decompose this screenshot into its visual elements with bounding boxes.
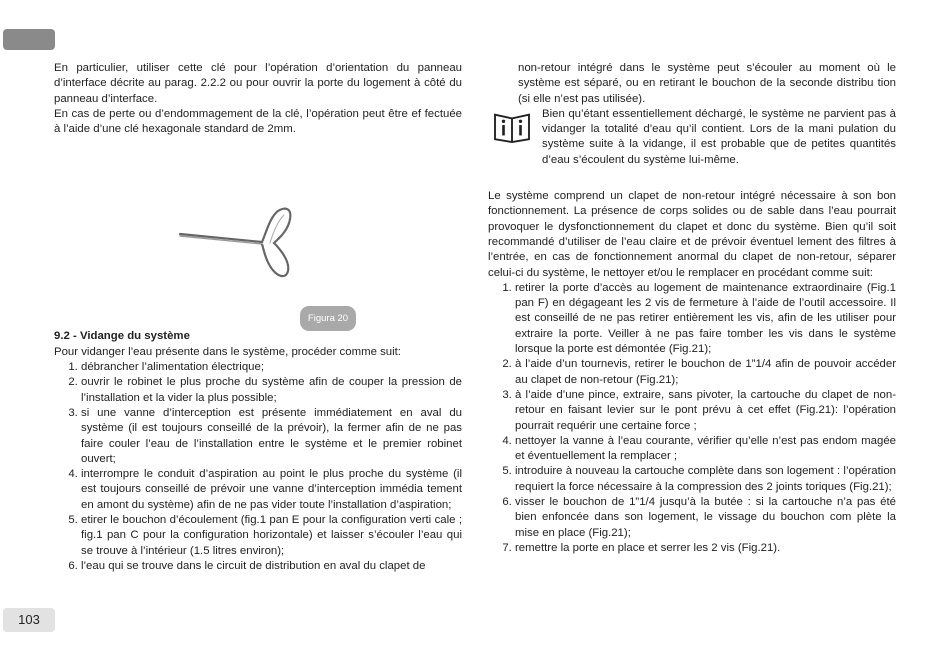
list-item: 7. remettre la porte en place et serrer les 2 vis (Fig.21).	[515, 541, 896, 556]
list-item: 1. débrancher l’alimentation électrique;	[81, 360, 462, 375]
info-book-icon	[492, 109, 532, 143]
hex-key-image	[178, 203, 354, 279]
list-item: 6. visser le bouchon de 1”1/4 jusqu’à la butée : si la cartouche n’a pas été bien enfoncée dans son logement, le vissage du bouchon com plète la mise en place (Fig.21);	[515, 495, 896, 541]
list-item: 1. retirer la porte d’accès au logement de maintenance extraordinaire (Fig.1 pan F) en dégageant les 2 vis de fermeture à l’aide de l’outil accessoire. Il est conseillé de ne pas retirer entièrement les vis, afin de les utiliser pour extraire la porte. Veiller à ne pas faire tomber les vis dans le système lorsque la porte est démontée (Fig.21);	[515, 281, 896, 357]
lead-text: Pour vidanger l’eau présente dans le système, procéder comme suit:	[54, 345, 401, 358]
left-column	[54, 61, 462, 574]
page-number: 103	[3, 608, 55, 632]
continuation-text: non-retour intégré dans le système peut s’écouler au moment où le système est séparé, ou en retirant le bouchon de la seconde distribu tion (si elle n’est pas utilisée).	[518, 62, 896, 105]
list-item: 2. à l’aide d’un tournevis, retirer le bouchon de 1”1/4 afin de pouvoir accéder au clapet de non-retour (Fig.21);	[515, 357, 896, 388]
intro-paragraph-2: En cas de perte ou d’endommagement de la clé, l’opération peut être ef fectuée à l’aide d’une clé hexagonale standard de 2mm.	[54, 107, 462, 136]
list-item: 5. etirer le bouchon d’écoulement (fig.1 pan E pour la configuration verti cale ; fig.1 pan C pour la configuration horizontale) et laisser s’écouler l’eau qui se trouve à l’intérieur (1.5 litres environ);	[81, 513, 462, 559]
check-valve-paragraph: Le système comprend un clapet de non-retour intégré nécessaire à son bon fonctionnement. La présence de corps solides ou de sable dans l’eau pourrait provoquer le dysfonctionnement du clapet et donc du système. Bien qu’il soit recommandé d’utiliser de l’eau claire et de prévoir éventuel lement des filtres à l’entrée, en cas de fonctionnement anormal du clapet de non-retour, séparer celui-ci du système, le nettoyer et/ou le remplacer en procédant comme suit:	[488, 190, 896, 279]
intro-paragraph-1: En particulier, utiliser cette clé pour l’opération d’orientation du panneau d’interface décrite au parag. 2.2.2 ou pour ouvrir la porte du logement à côté du panneau d’interface.	[54, 62, 462, 105]
note-block	[488, 107, 896, 168]
valve-steps-list	[488, 281, 896, 556]
drain-steps-list	[54, 360, 462, 574]
header-tab	[3, 29, 55, 50]
list-item: 3. si une vanne d’interception est présente immédiatement en aval du système (il est toujours conseillé de la prévoir), la fermer afin de ne pas faire couler l’eau de l’installation entre le système et le premier robinet ouvert;	[81, 406, 462, 467]
list-item: 4. nettoyer la vanne à l’eau courante, vérifier qu’elle n’est pas endom magée et éventuellement la remplacer ;	[515, 434, 896, 465]
note-text: Bien qu’étant essentiellement déchargé, le système ne parvient pas à vidanger la totalité d’eau qu’il contient. Lors de la mani pulation du système suite à la vidange, il est probable que de petites quantités d’eau s’écoulent du système lui-même.	[542, 107, 896, 166]
section-title: 9.2 - Vidange du système	[54, 330, 190, 343]
right-column	[488, 61, 896, 556]
list-item: 6. l’eau qui se trouve dans le circuit de distribution en aval du clapet de	[81, 559, 462, 574]
figure-20	[54, 137, 462, 329]
list-item: 3. à l’aide d’une pince, extraire, sans pivoter, la cartouche du clapet de non-retour en faisant levier sur le pont prévu à cet effet (Fig.21): l’opération pourrait requérir une certaine force ;	[515, 388, 896, 434]
list-item: 5. introduire à nouveau la cartouche complète dans son logement : l’opération requiert la force nécessaire à la compression des 2 joints toriques (Fig.21);	[515, 464, 896, 495]
list-item: 4. interrompre le conduit d’aspiration au point le plus proche du système (il est toujours conseillé de prévoir une vanne d’interception immédia tement en amont du système) afin de ne pas vider toute l’installation d’aspiration;	[81, 467, 462, 513]
figure-caption: Figura 20	[300, 306, 356, 331]
list-item: 2. ouvrir le robinet le plus proche du système afin de couper la pression de l’installation et la vider la plus possible;	[81, 375, 462, 406]
